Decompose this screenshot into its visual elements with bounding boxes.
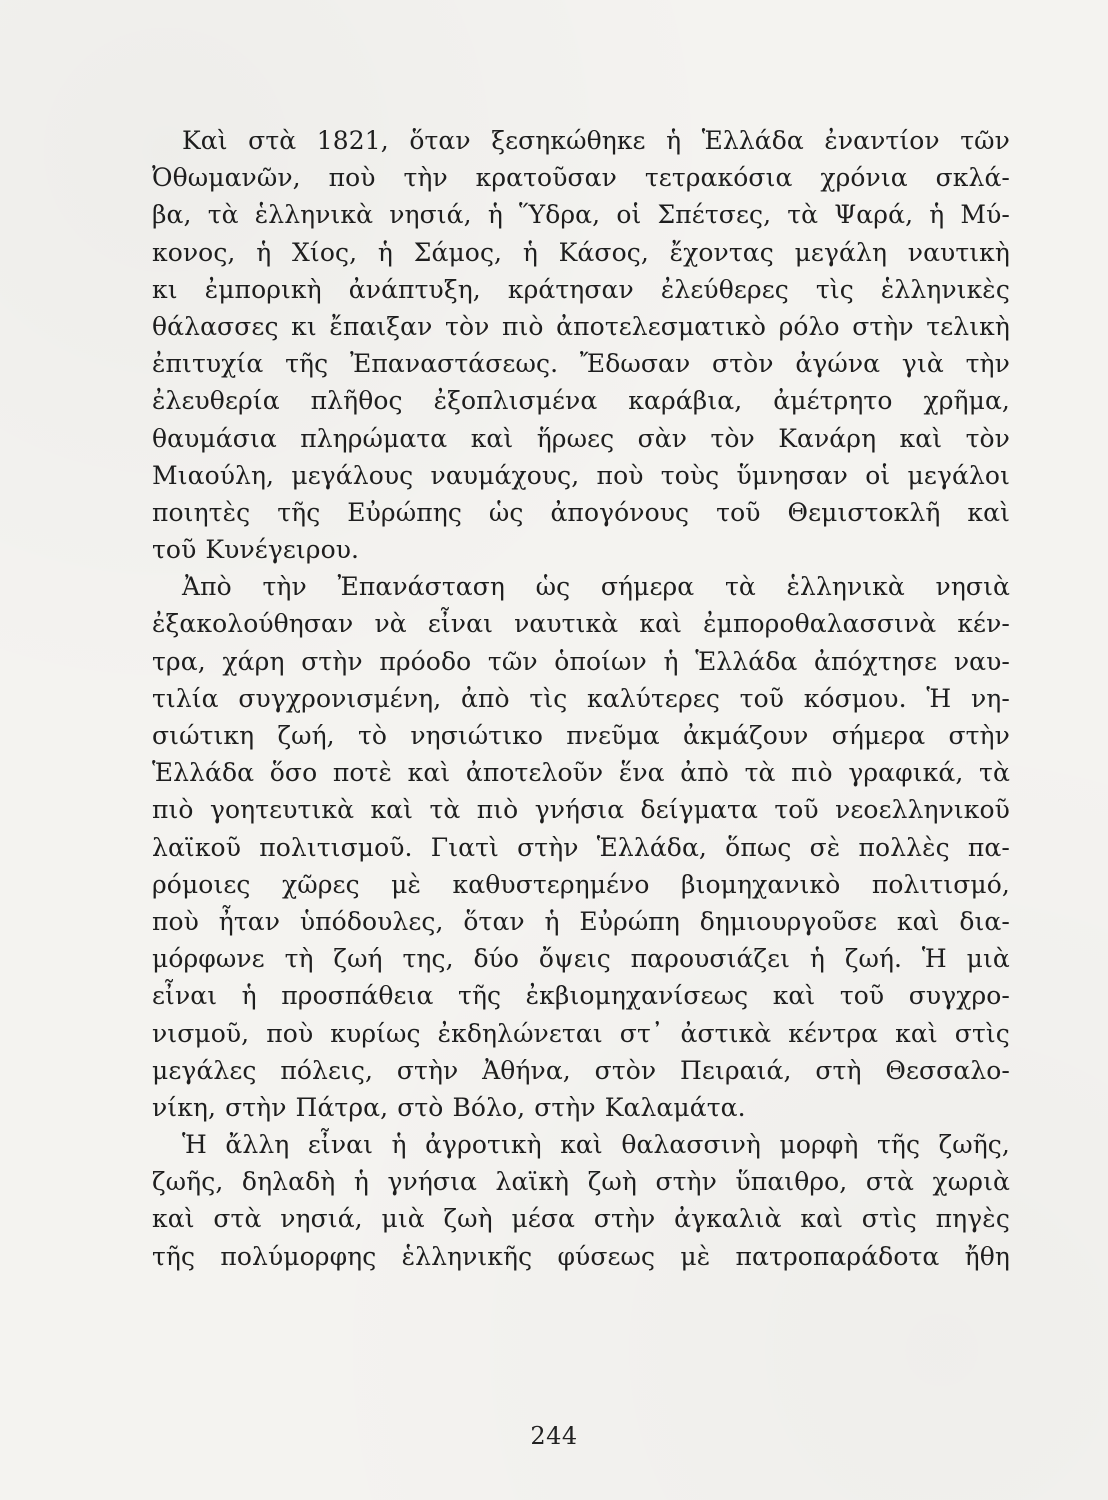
text-line (152, 977, 1010, 1014)
text-word: ξεσηκώθηκε (491, 126, 646, 155)
text-word: στὴν (948, 721, 1010, 750)
text-word: τῶν (487, 646, 538, 676)
text-word: 1821, (316, 126, 389, 155)
text-word: πολλὲς (858, 832, 950, 862)
text-word: τῆς (277, 497, 321, 527)
text-word: ποὺ (596, 460, 644, 490)
text-line (152, 754, 1010, 791)
text-word: Ὀθωμανῶν, (152, 163, 301, 193)
text-word: Ἡ (921, 944, 947, 974)
text-word: κέντρα (788, 1018, 879, 1048)
text-word: βα, (152, 200, 192, 230)
text-word: πολιτισμό, (871, 869, 1010, 899)
text-word: ἤθη (964, 1241, 1010, 1271)
text-word: πιὸ (501, 311, 544, 341)
text-word: ἡ (929, 200, 945, 230)
text-word: ἑλληνικὰ (254, 200, 374, 230)
text-line (152, 791, 1010, 828)
text-word: παρουσιάζει (630, 944, 791, 974)
text-word: ὅταν (409, 126, 471, 155)
text-word: τῆς (876, 1130, 921, 1160)
text-word: Σάμος, (413, 237, 503, 267)
text-word: τὰ (207, 200, 239, 230)
text-word: στὶς (861, 1204, 917, 1234)
text-word: ποὺ (266, 1018, 314, 1048)
text-line (152, 1126, 1010, 1163)
text-word: τὸν (445, 311, 490, 341)
text-word: χῶρες (282, 869, 360, 899)
text-word: ἐξοπλισμένα (433, 386, 598, 416)
text-word: ἐναντίον (824, 126, 940, 155)
text-word: Ἑλλάδα (152, 758, 255, 788)
text-word: ἀνάπτυξη, (348, 274, 481, 304)
text-word: καὶ (896, 906, 940, 936)
text-word: τετρακόσια (644, 163, 793, 193)
text-word: τὶς (529, 683, 568, 713)
text-word: στὰ (248, 126, 297, 155)
text-line (152, 866, 1010, 903)
text-word: τῆς (458, 981, 502, 1011)
text-word: ποὺ (328, 163, 376, 193)
text-word: δημιουργοῦσε (699, 906, 878, 936)
text-word: ἐκδηλώνεται (437, 1018, 603, 1048)
text-word: ἡ (353, 1167, 369, 1197)
text-word: τὶς (815, 274, 854, 304)
text-word: ἀπογόνους (550, 497, 690, 527)
text-word: τοῦ (739, 683, 785, 713)
text-word: ζωῆς, (152, 1167, 224, 1197)
text-line (152, 271, 1010, 308)
text-word: ζωή. (844, 944, 903, 974)
text-word: τοὺς (660, 460, 720, 490)
text-line (152, 643, 1010, 680)
text-word: ἡ (391, 1130, 407, 1160)
text-word: κι (291, 311, 317, 341)
text-line (152, 420, 1010, 457)
text-word: ζωὴ (587, 1167, 637, 1197)
text-word: συγχρονισμένη, (238, 683, 442, 713)
text-line (152, 196, 1010, 233)
text-word: δηλαδὴ (241, 1167, 336, 1197)
text-word: ζωὴ (443, 1204, 493, 1234)
text-word: δια- (959, 906, 1010, 936)
text-word: πολιτισμοῦ. (259, 832, 413, 862)
text-word: ἡ (522, 237, 538, 267)
text-word: ἀπὸ (461, 683, 510, 713)
text-word: τελικὴ (926, 311, 1010, 341)
text-word: νεοελληνικοῦ (835, 795, 1010, 825)
text-word: Εὐρώπη (579, 906, 680, 936)
text-line (152, 457, 1010, 494)
text-word: δείγματα (640, 795, 758, 825)
text-word: καὶ (895, 1018, 938, 1048)
text-line (152, 1238, 1010, 1275)
text-word: ἀπὸ (680, 758, 729, 788)
text-word: Ἐπαναστάσεως. (349, 349, 559, 379)
text-word: τῆς (285, 349, 329, 379)
text-line (152, 717, 1010, 754)
text-word: τὸ (358, 721, 388, 750)
text-word: τιλία (152, 683, 219, 713)
text-word: ἡ (487, 200, 503, 230)
text-word: εἶναι (307, 1130, 373, 1160)
text-word: ἀποτελεσματικὸ (556, 311, 767, 341)
text-word: νησιώτικο (410, 721, 543, 750)
text-word: κόσμου. (803, 683, 907, 713)
text-word: γοητευτικὰ (209, 795, 355, 825)
text-word: πολύμορφης (220, 1241, 377, 1271)
text-word: ἥρωες (536, 423, 615, 453)
text-word: ἐμπορικὴ (204, 274, 322, 304)
text-word: τὴν (262, 572, 307, 602)
text-word: σκλά- (935, 163, 1010, 193)
text-word: στὸν (712, 349, 774, 379)
text-word: Σπέτσες, (657, 200, 772, 230)
text-word: θάλασσες (152, 311, 279, 341)
text-word: στὴν (593, 1204, 656, 1234)
text-word: ἀκμάζουν (683, 721, 809, 750)
text-word: Χίος, (292, 237, 358, 267)
text-word: καὶ (470, 423, 514, 453)
text-word: Κυνέγειρου. (205, 535, 360, 565)
text-word: ἑλληνικῆς (401, 1241, 533, 1271)
text-word: ὑπόδουλες, (299, 906, 444, 936)
text-line (152, 605, 1010, 642)
text-line (152, 1200, 1010, 1237)
text-word: μέσα (511, 1204, 576, 1234)
text-word: γιὰ (901, 349, 944, 379)
text-word: καλύτερες (587, 683, 720, 713)
text-word: κρατοῦσαν (475, 163, 617, 193)
text-word: τοῦ (774, 795, 819, 825)
text-word: τῆς (152, 1241, 196, 1271)
text-word: σήμερα (600, 572, 695, 602)
text-word: Βόλο, (452, 1092, 526, 1122)
text-word: λαϊκοῦ (152, 832, 242, 862)
text-word: τὸν (710, 423, 755, 453)
text-line (152, 1015, 1010, 1052)
text-word: πληρώματα (300, 423, 448, 453)
text-word: ἡ (256, 237, 272, 267)
text-word: τοῦ (716, 497, 761, 527)
text-word: θαυμάσια (152, 423, 277, 453)
text-word: σὰν (637, 423, 688, 453)
text-word: ναυτικὰ (514, 609, 619, 639)
text-word: πιὸ (152, 795, 194, 825)
text-word: ἡ (544, 906, 560, 936)
text-word: ἔχοντας (669, 237, 774, 267)
text-word: οἱ (616, 200, 642, 230)
text-line (152, 122, 1010, 159)
text-word: Ἀπὸ (182, 572, 232, 602)
text-word: Ἑλλάδα, (596, 832, 707, 862)
text-word: συγχρο- (908, 981, 1010, 1011)
text-line (152, 829, 1010, 866)
text-word: πατροπαράδοτα (735, 1241, 940, 1271)
text-word: τὴν (965, 349, 1010, 379)
text-word: Καὶ (182, 126, 228, 155)
text-word: στὴν (852, 311, 914, 341)
text-word: ἡ (666, 126, 682, 155)
text-word: εἶναι (427, 609, 493, 639)
text-line (152, 308, 1010, 345)
text-word: μόρφωνε (152, 944, 265, 974)
text-word: ἑλληνικὰ (786, 572, 905, 602)
text-word: στ᾽ (619, 1018, 664, 1048)
text-word: τῶν (960, 126, 1010, 155)
text-word: πιὸ (791, 758, 833, 788)
text-word: ἔπαιξαν (329, 311, 433, 341)
text-word: χάρη (222, 646, 285, 676)
text-word: μεγάλες (152, 1055, 257, 1085)
text-word: καθυστερημένο (452, 869, 650, 899)
text-word: ἡ (377, 237, 393, 267)
text-word: γνήσια (387, 1167, 477, 1197)
text-word: ἄλλη (225, 1130, 290, 1160)
text-word: τὴν (403, 163, 448, 193)
text-word: εἶναι (152, 981, 218, 1011)
text-word: πα- (967, 832, 1010, 862)
text-word: πνεῦμα (566, 721, 660, 750)
text-word: σήμερα (831, 721, 926, 750)
text-word: ἀποτελοῦν (465, 758, 604, 788)
text-word: καὶ (967, 497, 1010, 527)
text-word: τὰ (787, 200, 819, 230)
text-word: μὲ (680, 1241, 711, 1271)
text-word: ὡς (535, 572, 571, 602)
text-word: Ἔδωσαν (579, 349, 691, 379)
text-word: ἀγροτικὴ (425, 1130, 542, 1160)
text-word: Ἡ (182, 1130, 207, 1160)
text-word: τὸν (965, 423, 1010, 453)
text-word: τρα, (152, 646, 206, 676)
text-word: πιὸ (476, 795, 519, 825)
text-word: στὸ (397, 1092, 444, 1122)
text-word: ἀμέτρητο (773, 386, 893, 416)
text-word: ἐλεύθερες (660, 274, 789, 304)
text-word: λαϊκὴ (495, 1167, 570, 1197)
text-word: καὶ (560, 1130, 603, 1160)
text-word: τὴ (284, 944, 314, 974)
text-word: ποιητὲς (152, 497, 251, 527)
text-word: ἡ (663, 646, 679, 676)
text-word: μιὰ (381, 1204, 425, 1234)
text-word: Ἡ (926, 683, 952, 713)
text-word: τὰ (979, 758, 1010, 788)
text-word: χρόνια (820, 163, 908, 193)
text-word: στὴν (517, 832, 579, 862)
text-word: στὴν (534, 1092, 596, 1122)
text-word: καὶ (370, 795, 414, 825)
text-word: οἱ (865, 460, 891, 490)
text-line (152, 568, 1010, 605)
text-word: Ἀθήνα, (482, 1055, 571, 1085)
text-word: ἐλευθερία (152, 386, 280, 416)
text-word: ὅσο (269, 758, 318, 788)
text-line (152, 1089, 1010, 1126)
text-word: ὅταν (463, 906, 525, 936)
text-word: ὁποίων (554, 646, 647, 676)
text-word: πηγὲς (935, 1204, 1010, 1234)
text-word: θαλασσινὴ (621, 1130, 761, 1160)
text-word: Θεμιστοκλῆ (787, 497, 941, 527)
text-word: πρόοδο (379, 646, 472, 676)
text-word: καὶ (772, 981, 816, 1011)
text-word: ἑλληνικὲς (880, 274, 1010, 304)
text-word: κι (152, 274, 178, 304)
text-word: στὴ (815, 1055, 862, 1085)
text-word: μεγάλη (794, 237, 888, 267)
text-word: ἡ (241, 981, 257, 1011)
text-word: Ἑλλάδα (695, 646, 798, 676)
text-word: στὰ (865, 1167, 914, 1197)
text-word: στὰ (213, 1204, 262, 1234)
text-word: ὡς (488, 497, 524, 527)
text-word: Εὐρώπης (347, 497, 462, 527)
text-line (152, 494, 1010, 531)
text-word: Καλαμάτα. (604, 1092, 746, 1122)
text-word: μεγάλοι (907, 460, 1010, 490)
text-word: στὸν (594, 1055, 657, 1085)
text-word: της, (402, 944, 454, 974)
text-word: Κάσος, (558, 237, 649, 267)
text-word: νη- (971, 683, 1010, 713)
text-word: Κανάρη (778, 423, 877, 453)
text-word: Πάτρα, (295, 1092, 389, 1122)
text-word: πλῆθος (310, 386, 403, 416)
text-word: καὶ (899, 423, 943, 453)
text-word: γραφικά, (848, 758, 964, 788)
text-word: ἀπόχτησε (814, 646, 938, 676)
text-word: νισμοῦ, (152, 1018, 250, 1048)
text-word: στὴν (655, 1167, 717, 1197)
text-word: χωριὰ (932, 1167, 1010, 1197)
text-word: τὰ (744, 758, 776, 788)
text-word: ἐκβιομηχανίσεως (525, 981, 749, 1011)
text-line (152, 159, 1010, 196)
text-word: στὶς (954, 1018, 1010, 1048)
text-line (152, 382, 1010, 419)
text-word: τὰ (724, 572, 756, 602)
text-word: τοῦ (839, 981, 885, 1011)
text-word: σὲ (809, 832, 841, 862)
text-word: ἐπιτυχία (152, 349, 264, 379)
text-word: ναυ- (953, 646, 1010, 676)
text-line (152, 1052, 1010, 1089)
text-word: στὴν (396, 1055, 459, 1085)
text-line (152, 1163, 1010, 1200)
text-word: ναυμάχους, (430, 460, 580, 490)
text-word: ζωή (333, 944, 383, 974)
text-word: ὕμνησαν (736, 460, 848, 490)
text-word: Μιαούλη, (152, 460, 275, 490)
text-word: Γιατὶ (430, 832, 499, 862)
text-word: νησιὰ (935, 572, 1010, 602)
text-word: πόλεις, (280, 1055, 374, 1085)
page-number: 244 (530, 1422, 578, 1450)
text-word: σιώτικη (152, 721, 255, 750)
text-word: ζωή, (277, 721, 335, 750)
text-word: κράτησαν (507, 274, 634, 304)
text-word: Ψαρά, (834, 200, 914, 230)
text-word: βιομηχανικὸ (681, 869, 841, 899)
text-word: Ἑλλάδα (701, 126, 804, 155)
text-word: φύσεως (557, 1241, 656, 1271)
text-line (152, 531, 1010, 568)
text-word: κέν- (957, 609, 1010, 639)
text-word: στὴν (225, 1092, 287, 1122)
text-word: καὶ (407, 758, 451, 788)
text-word: μιὰ (966, 944, 1010, 974)
text-word: ρόμοιες (152, 869, 251, 899)
text-word: δύο (473, 944, 520, 974)
text-word: νησιά, (389, 200, 472, 230)
text-word: ὅπως (725, 832, 792, 862)
text-word: ὄψεις (538, 944, 611, 974)
text-word: ἦταν (218, 906, 281, 936)
text-word: ζωῆς, (938, 1130, 1010, 1160)
text-word: μορφὴ (779, 1130, 859, 1160)
text-word: προσπάθεια (281, 981, 434, 1011)
text-word: ἀγώνα (795, 349, 881, 379)
text-word: νὰ (374, 609, 407, 639)
text-word: ρόλο (778, 311, 840, 341)
text-word: ἐξακολούθησαν (152, 609, 354, 639)
text-word: ναυτικὴ (907, 237, 1010, 267)
text-word: μεγάλους (291, 460, 414, 490)
text-word: μὲ (391, 869, 422, 899)
text-word: γνήσια (534, 795, 625, 825)
text-word: στὴν (301, 646, 363, 676)
text-word: τὰ (429, 795, 461, 825)
text-line (152, 345, 1010, 382)
body-text (152, 122, 1010, 1275)
text-word: καὶ (152, 1204, 195, 1234)
text-word: Ἐπανάσταση (337, 572, 505, 602)
text-word: κυρίως (330, 1018, 421, 1048)
text-word: καὶ (639, 609, 682, 639)
text-line (152, 680, 1010, 717)
text-word: κονος, (152, 237, 236, 267)
text-word: νίκη, (152, 1092, 217, 1122)
text-line (152, 234, 1010, 271)
text-word: Μύ- (960, 200, 1010, 230)
text-word: ἀγκαλιὰ (674, 1204, 782, 1234)
text-word: τοῦ (152, 535, 197, 565)
text-line (152, 903, 1010, 940)
text-word: ὕπαιθρο, (735, 1167, 848, 1197)
text-word: Ὕδρα, (519, 200, 601, 230)
text-line (152, 940, 1010, 977)
text-word: χρῆμα, (923, 386, 1010, 416)
text-word: ἐμποροθαλασσινὰ (703, 609, 937, 639)
text-word: ποτὲ (332, 758, 392, 788)
text-word: καράβια, (628, 386, 743, 416)
text-word: Πειραιά, (680, 1055, 792, 1085)
text-word: Θεσσαλο- (885, 1055, 1010, 1085)
text-word: ἕνα (618, 758, 665, 788)
text-word: ἡ (809, 944, 825, 974)
text-word: καὶ (800, 1204, 844, 1234)
text-word: νησιά, (280, 1204, 363, 1234)
text-word: ποὺ (152, 906, 199, 936)
text-word: ἀστικὰ (680, 1018, 772, 1048)
